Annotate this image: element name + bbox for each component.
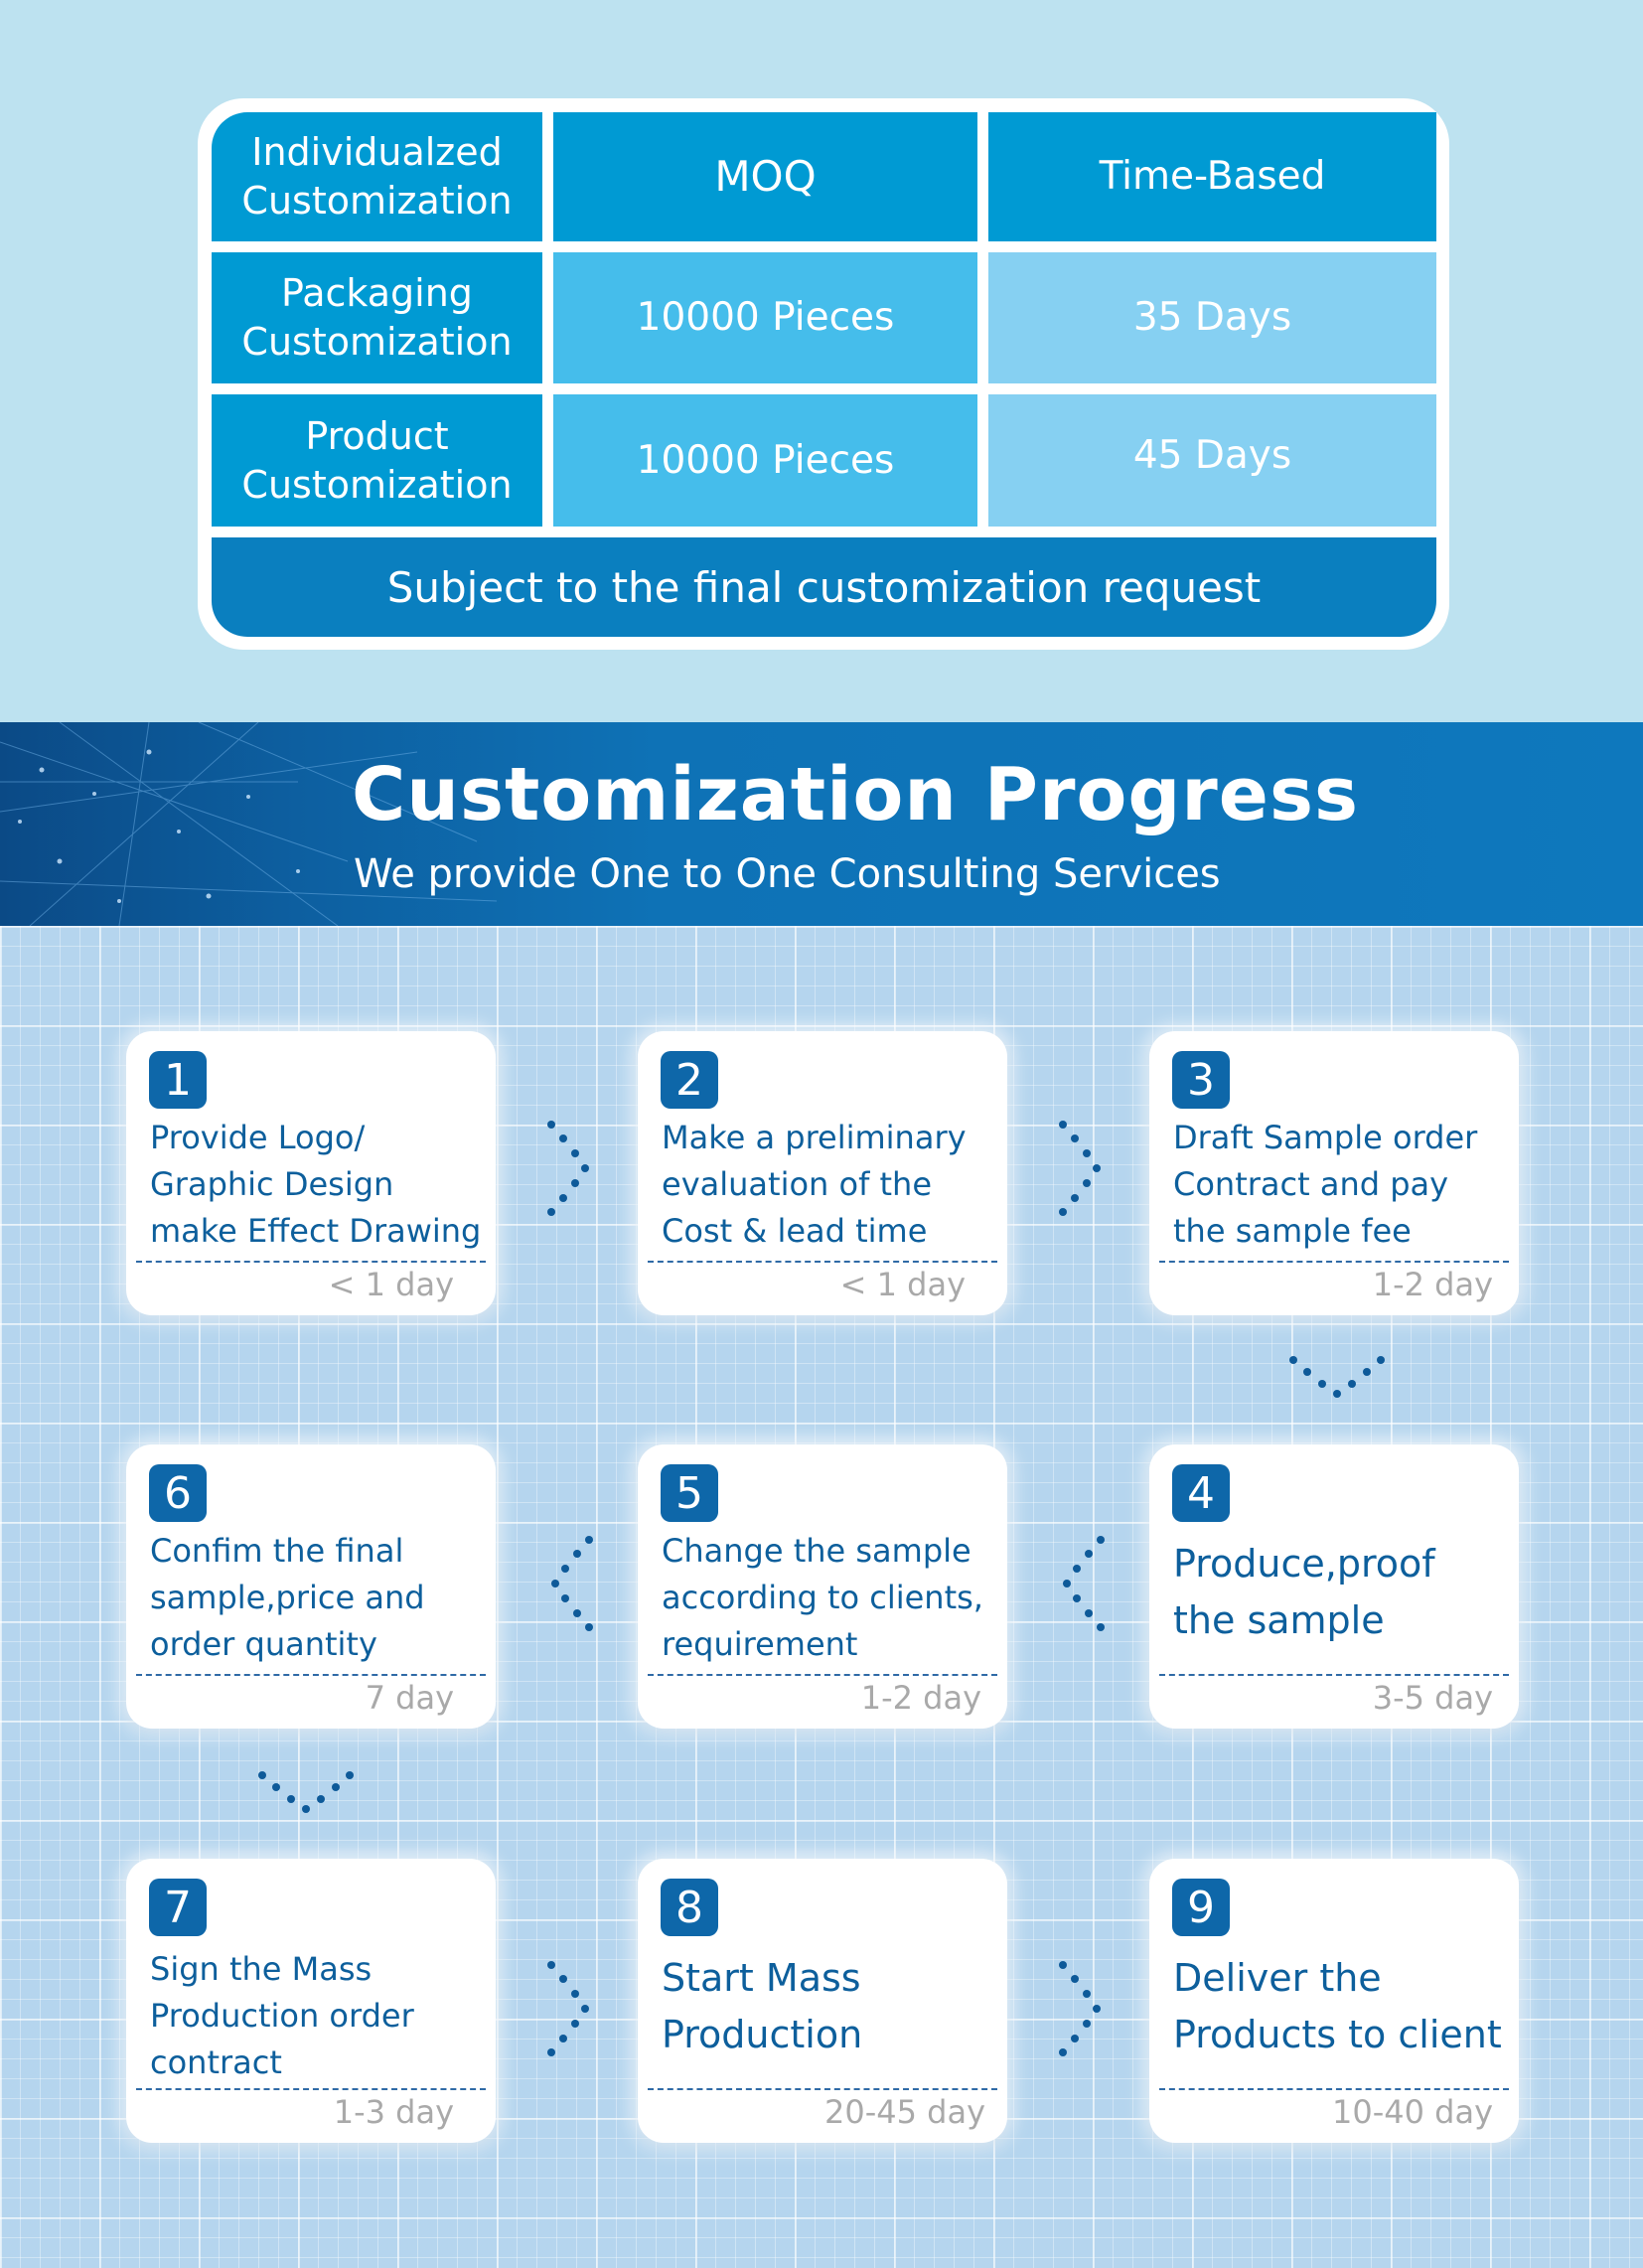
process-section — [0, 926, 1643, 2268]
step-description: Deliver the Products to client — [1173, 1956, 1502, 2056]
step-description: Confim the final sample,price and order quantity — [150, 1532, 425, 1663]
step-number: 1 — [149, 1051, 207, 1109]
table-cell-time: 45 Days — [988, 394, 1436, 527]
step-number: 3 — [1172, 1051, 1230, 1109]
dotted-chevron-right-icon — [1056, 1119, 1116, 1218]
step-description: Start Mass Production — [662, 1956, 863, 2056]
step-number: 4 — [1172, 1464, 1230, 1522]
step-number: 7 — [149, 1879, 207, 1936]
dashed-divider — [648, 2088, 997, 2090]
step-card-9 — [1149, 1859, 1519, 2143]
dotted-chevron-right-icon — [544, 1119, 604, 1218]
dashed-divider — [136, 1261, 486, 1263]
table-header-moq: MOQ — [553, 112, 977, 241]
step-number: 6 — [149, 1464, 207, 1522]
dashed-divider — [648, 1261, 997, 1263]
dotted-chevron-right-icon — [544, 1959, 604, 2058]
step-description: Produce,proof the sample — [1173, 1542, 1435, 1642]
step-duration: 7 day — [365, 1679, 454, 1717]
step-duration: 1-3 day — [333, 2093, 454, 2131]
step-number: 9 — [1172, 1879, 1230, 1936]
step-description: Make a preliminary evaluation of the Cost & lead time — [662, 1119, 967, 1250]
step-card-3 — [1149, 1031, 1519, 1315]
table-header-time: Time-Based — [988, 112, 1436, 241]
step-description: Change the sample according to clients, requirement — [662, 1532, 983, 1663]
page-title: Customization Progress — [352, 752, 1360, 837]
table-footer-note: Subject to the final customization request — [212, 537, 1436, 637]
table-cell-time: 35 Days — [988, 252, 1436, 383]
table-header-type: Individualzed Customization — [212, 112, 542, 241]
dotted-chevron-down-icon — [1287, 1353, 1387, 1413]
step-number: 8 — [661, 1879, 718, 1936]
dashed-divider — [648, 1674, 997, 1676]
table-cell-moq: 10000 Pieces — [553, 394, 977, 527]
step-card-8 — [638, 1859, 1007, 2143]
step-number: 2 — [661, 1051, 718, 1109]
step-card-2 — [638, 1031, 1007, 1315]
page-subtitle: We provide One to One Consulting Services — [354, 851, 1221, 897]
dotted-chevron-left-icon — [1048, 1534, 1108, 1633]
step-duration: 1-2 day — [860, 1679, 981, 1717]
step-description: Draft Sample order Contract and pay the sample fee — [1173, 1119, 1478, 1250]
step-card-6 — [126, 1444, 496, 1729]
step-number: 5 — [661, 1464, 718, 1522]
table-row-label: Packaging Customization — [212, 252, 542, 383]
step-card-1 — [126, 1031, 496, 1315]
progress-banner — [0, 722, 1643, 926]
dotted-chevron-left-icon — [536, 1534, 596, 1633]
dotted-chevron-right-icon — [1056, 1959, 1116, 2058]
step-card-5 — [638, 1444, 1007, 1729]
step-duration: < 1 day — [328, 1266, 454, 1303]
dashed-divider — [1159, 1261, 1509, 1263]
step-duration: 1-2 day — [1372, 1266, 1493, 1303]
step-duration: < 1 day — [839, 1266, 966, 1303]
step-duration: 20-45 day — [823, 2093, 985, 2131]
dashed-divider — [136, 1674, 486, 1676]
table-cell-moq: 10000 Pieces — [553, 252, 977, 383]
dashed-divider — [1159, 2088, 1509, 2090]
dashed-divider — [136, 2088, 486, 2090]
step-card-7 — [126, 1859, 496, 2143]
table-row-label: Product Customization — [212, 394, 542, 527]
step-card-4 — [1149, 1444, 1519, 1729]
step-duration: 10-40 day — [1331, 2093, 1493, 2131]
step-description: Sign the Mass Production order contract — [150, 1950, 414, 2081]
customization-table-section — [0, 0, 1643, 722]
dotted-chevron-down-icon — [256, 1768, 356, 1828]
step-duration: 3-5 day — [1372, 1679, 1493, 1717]
step-description: Provide Logo/ Graphic Design make Effect Drawing — [150, 1119, 482, 1250]
dashed-divider — [1159, 1674, 1509, 1676]
